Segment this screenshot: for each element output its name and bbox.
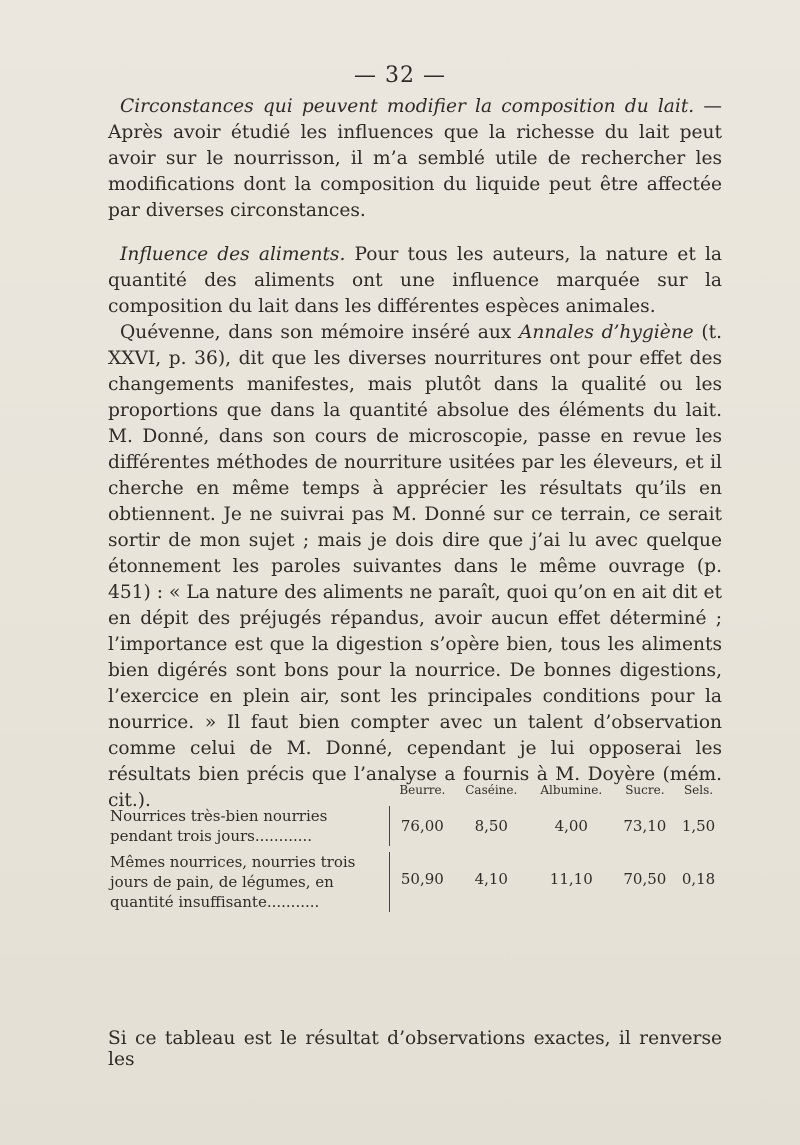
table-header-row <box>110 780 722 806</box>
body-text <box>108 94 722 814</box>
table-cell: 0,18 <box>681 870 716 888</box>
paragraph-quevenne-pre: Quévenne, dans son mémoire inséré aux <box>120 322 519 343</box>
table-row-label-cell <box>110 846 390 912</box>
table-cell: 11,10 <box>549 870 593 888</box>
table-header-cell: Sels. <box>683 783 714 797</box>
section-heading-influence: Influence des aliments. <box>120 244 346 265</box>
table-header-cell: Caséine. <box>465 783 518 797</box>
table-cell: 4,10 <box>474 870 508 888</box>
paragraph-quevenne-post: (t. XXVI, p. 36), dit que les diverses nourritures ont pour effet des changements manifestes, mais plutôt dans la qualité ou les proportions que dans la quantité absolue des éléments du lait. M. Donné, dans son cours de microscopie, passe en revue les différentes méthodes de nourriture usitées par les éleveurs, et il cherche en même temps à apprécier les résultats qu’ils en obtiennent. Je ne suivrai pas M. Donné sur ce terrain, ce serait sortir de mon sujet ; mais je dois dire que j’ai lu avec quelque étonnement les paroles suivantes dans le même ouvrage (p. 451) : « La nature des aliments ne paraît, quoi qu’on en ait dit et en dépit des préjugés répandus, avoir aucun effet déterminé ; l’importance est que la digestion s’opère bien, tous les aliments bien digérés sont bons pour la nourrice. De bonnes digestions, l’exercice en plein air, sont les principales conditions pour la nourrice. » Il faut bien compter avec un talent d’observation comme celui de M. Donné, cependant je lui opposerai les résultats bien précis que l’analyse a fournis à M. Doyère (mém. cit.). <box>108 322 722 811</box>
journal-title: Annales d’hygiène <box>518 322 694 343</box>
table-header-cell: Sucre. <box>625 783 665 797</box>
paragraph-circonstances-text: — Après avoir étudié les influences que la richesse du lait peut avoir sur le nourrisson, il m’a semblé utile de rechercher les modifications dont la composition du liquide peut être affectée par diverses circonstances. <box>108 96 722 221</box>
table-cell: 70,50 <box>623 870 667 888</box>
section-heading-circonstances: Circonstances qui peuvent modifier la composition du lait. <box>120 96 695 117</box>
table-cell: 4,00 <box>554 817 588 835</box>
table-cell: 1,50 <box>681 817 716 835</box>
table-header-cell: Beurre. <box>399 783 446 797</box>
closing-line: Si ce tableau est le résultat d’observations exactes, il renverse les <box>108 1028 722 1070</box>
table-header-blank <box>110 780 390 806</box>
milk-composition-table <box>110 780 722 912</box>
table-cell: 8,50 <box>474 817 508 835</box>
table-row <box>110 846 722 912</box>
table-row-label: Mêmes nourrices, nourries trois jours de pain, de légumes, en quantité insuffisante........... <box>110 852 390 912</box>
paragraph-quevenne <box>108 320 722 814</box>
table-cell: 76,00 <box>400 817 444 835</box>
paragraph-influence <box>108 242 722 320</box>
paragraph-circonstances <box>108 94 722 224</box>
table-cell: 50,90 <box>400 870 444 888</box>
table-header-cell: Albumine. <box>540 783 603 797</box>
table-row <box>110 806 722 846</box>
paragraph-influence-text: Pour tous les auteurs, la nature et la quantité des aliments ont une influence marquée sur la composition du lait dans les différentes espèces animales. <box>108 244 722 317</box>
page-number: — 32 — <box>354 63 446 88</box>
table-row-label-cell <box>110 806 390 846</box>
table-row-label: Nourrices très-bien nourries pendant trois jours............ <box>110 806 390 846</box>
table-cell: 73,10 <box>623 817 667 835</box>
